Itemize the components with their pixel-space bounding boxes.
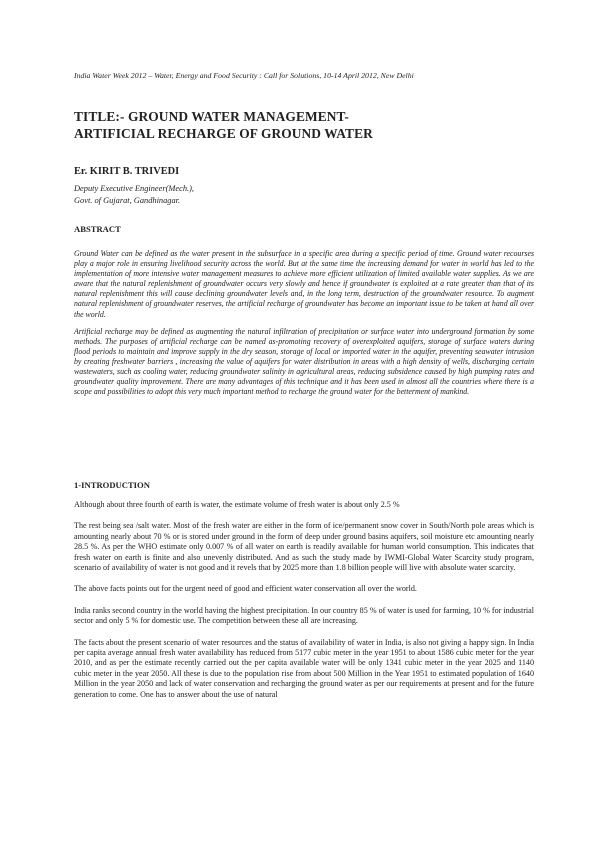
intro-paragraph-3: The above facts points out for the urgent need of good and efficient water conservation all over the world. [74,584,417,594]
author-name: Er. KIRIT B. TRIVEDI [74,166,180,177]
intro-paragraph-1: Although about three fourth of earth is water, the estimate volume of fresh water is about only 2.5 % [74,500,400,509]
paper-title [74,108,534,142]
abstract-paragraph-1: Ground Water can be defined as the water present in the subsurface in a specific area during a specific period of time. Ground water recourses play a major role in ensuring livelihood security across the world. But at the same time the increasing demand for water in world has led to the implementation of more intensive water management measures to achieve more efficient utilization of limited available water supplies. As we are aware that the natural replenishment of groundwater occurs very slowly and hence if groundwater is exploited at a rate greater than that of its natural replenishment this will cause declining groundwater levels and, in the long term, destruction of the groundwater resource. To augment natural replenishment of groundwater reserves, the artificial recharge of groundwater has become an important issue to be taken at hand all over the world. [74,249,534,319]
author-affiliation [74,183,194,207]
paper-title-line-1: TITLE:- GROUND WATER MANAGEMENT- [74,109,349,124]
abstract-paragraph-2: Artificial recharge may be defined as augmenting the natural infiltration of precipitation or surface water into underground formation by some methods. The purposes of artificial recharge can be named as-promoting recovery of overexploited aquifers, storage of surface waters during flood periods to maintain and improve supply in the dry season, storage of local or imported water in the aquifer, preventing seawater intrusion by creating freshwater barriers , increasing the value of aquifers for water distribution in areas with a high density of wells, discharging certain wastewaters, such as cooling water, reducing groundwater salinity in agricultural areas, reducing subsidence caused by high pumping rates and groundwater quality improvement. There are many advantages of this technique and it has been used in almost all the countries where there is a scope and possibilities to adopt this very much important method to recharge the ground water for the betterment of mankind. [74,326,534,397]
intro-paragraph-5: The facts about the present scenario of water resources and the status of availability of water in India, is also not giving a happy sign. In India per capita average annual fresh water availability has reduced from 5177 cubic meter in the year 1951 to about 1586 cubic meter for the year 2010, and as per the estimate recently carried out the per capita available water will be only 1341 cubic meter in the year 2025 and 1140 cubic meter in the year 2050. All these is due to the population rise from about 500 Million in the Year 1951 to estimated population of 1640 Million in the year 2050 and lack of water conservation and recharging the ground water as per our requirements at present and for the future generation to come. One has to answer about the use of natural [74,637,534,699]
abstract-body [74,249,534,404]
author-position: Deputy Executive Engineer(Mech.), [74,184,194,193]
introduction-body [74,500,534,711]
author-organization: Govt. of Gujarat, Gandhinagar. [74,196,181,205]
intro-paragraph-4: India ranks second country in the world having the highest precipitation. In our country 85 % of water is used for farming, 10 % for industrial sector and only 5 % for domestic use. The competition between these all are increasing. [74,605,534,626]
intro-paragraph-2: The rest being sea /salt water. Most of the fresh water are either in the form of ice/permanent snow cover in South/North pole areas which is amounting nearly about 70 % or is stored under ground in the form of deep under ground basins aquifers, soil moisture etc amounting nearly 28.5 %. As per the WHO estimate only 0.007 % of all water on earth is readily available for human world consumption. This indicates that fresh water on earth is finite and also unevenly distributed. And as such the study made by IWMI-Global Water Scarcity study program, scenario of availability of water is not good and it revels that by 2025 more than 1.8 billion people will live with absolute water scarcity. [74,521,534,573]
running-header: India Water Week 2012 – Water, Energy and Food Security : Call for Solutions, 10-14 April 2012, New Delhi [74,71,414,80]
paper-title-line-2: ARTIFICIAL RECHARGE OF GROUND WATER [74,126,373,141]
section-heading-introduction: 1-INTRODUCTION [74,480,150,490]
abstract-heading: ABSTRACT [74,224,121,234]
